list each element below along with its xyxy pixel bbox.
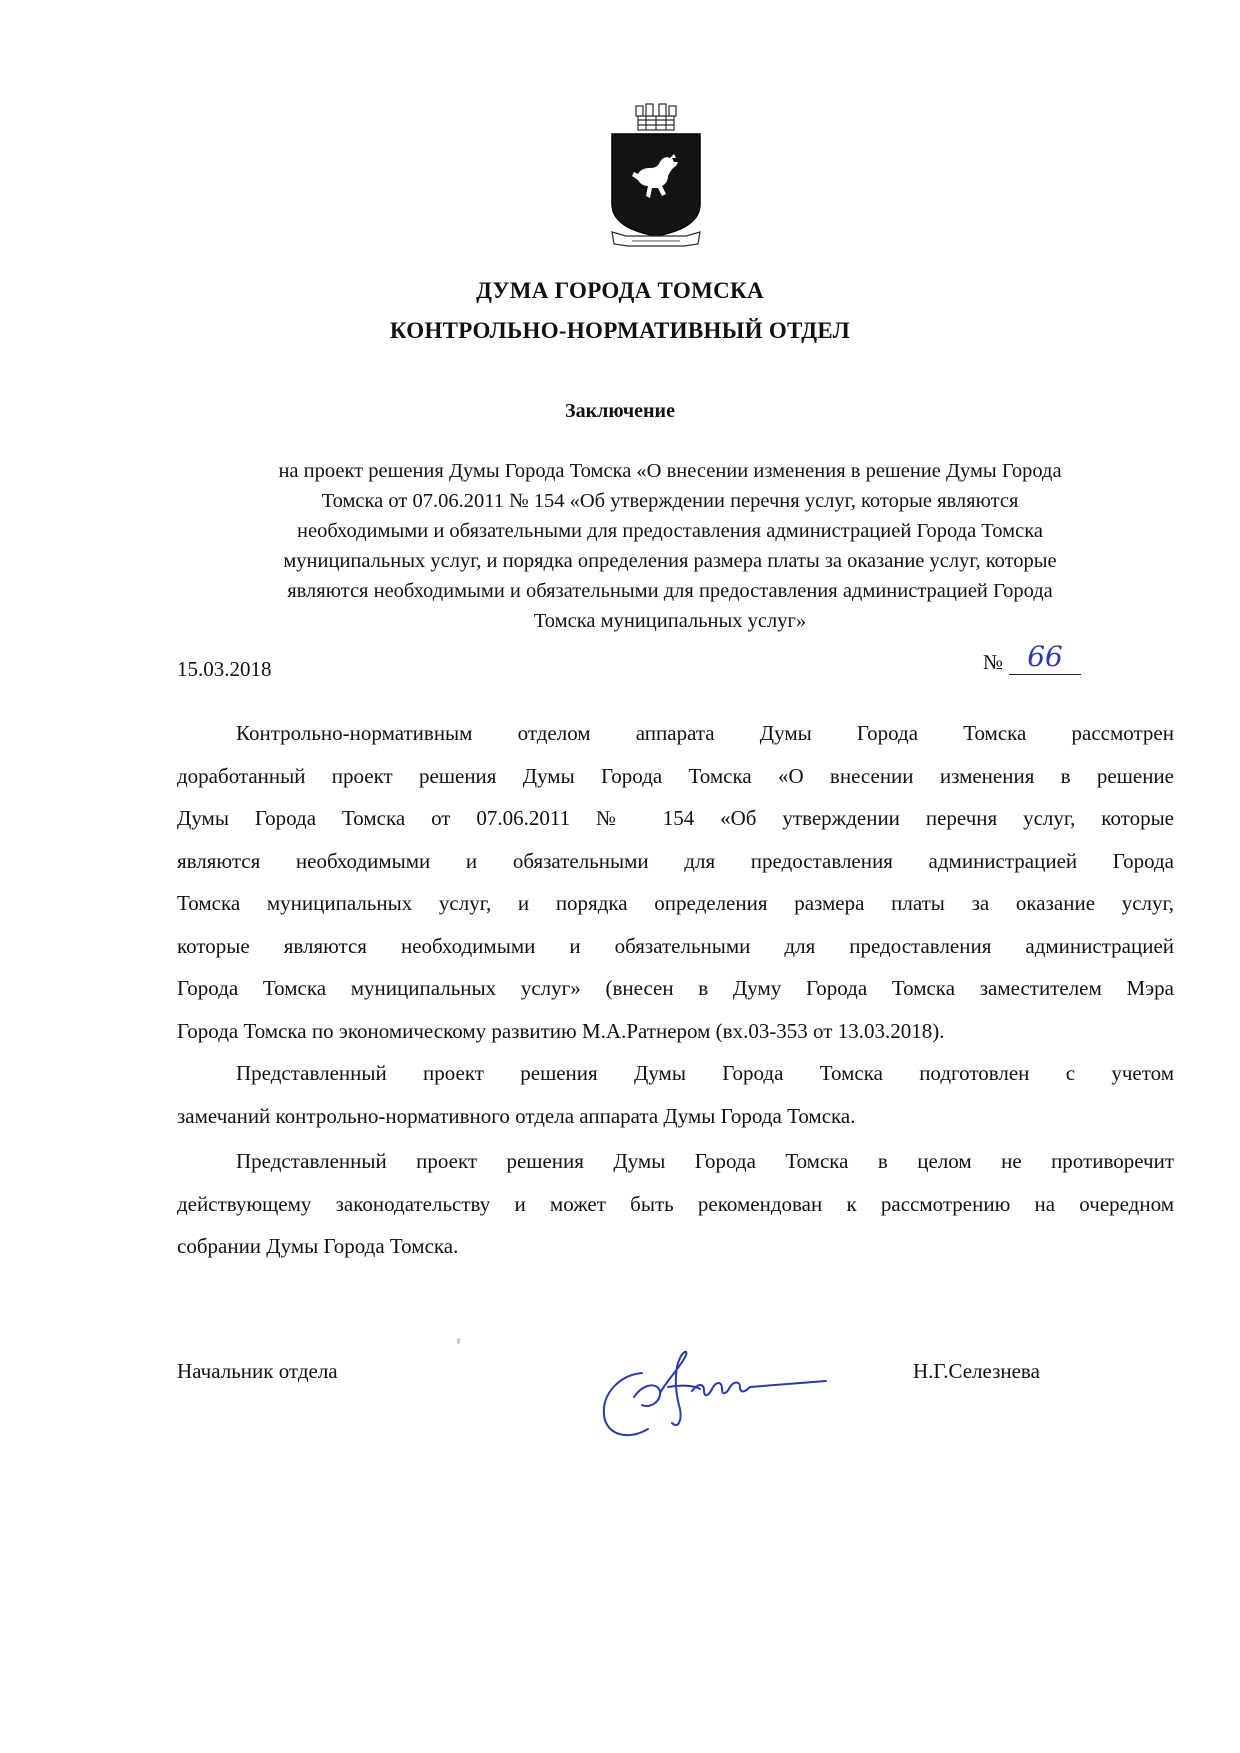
subject-line: являются необходимыми и обязательными для предоставления администрацией Города	[287, 580, 1053, 602]
crown-icon	[636, 104, 676, 130]
paragraph-line: замечаний контрольно-нормативного отдела аппарата Думы Города Томска.	[177, 1103, 856, 1128]
paragraph-line: Города Томска по экономическому развитию М.А.Ратнером (вх.03-353 от 13.03.2018).	[177, 1018, 945, 1043]
document-title: Заключение	[565, 400, 675, 422]
number-label: №	[983, 650, 1004, 674]
signatory-position: Начальник отдела	[177, 1359, 338, 1383]
paragraph-line: Города Томска муниципальных услуг» (внесен в Думу Города Томска заместителем Мэра	[177, 976, 1174, 1000]
number-value: 66	[1009, 640, 1081, 675]
paragraph-line: являются необходимыми и обязательными для предоставления администрацией Города	[177, 848, 1174, 873]
tomsk-coat-of-arms-icon	[606, 100, 706, 252]
document-date: 15.03.2018	[177, 657, 272, 681]
paragraph-line: собрании Думы Города Томска.	[177, 1234, 459, 1258]
department-title: КОНТРОЛЬНО-НОРМАТИВНЫЙ ОТДЕЛ	[389, 318, 851, 343]
paragraph-line: которые являются необходимыми и обязательными для предоставления администрацией	[177, 933, 1174, 958]
subject-line: Томска от 07.06.2011 № 154 «Об утверждении перечня услуг, которые являются	[321, 490, 1019, 512]
signatory-name: Н.Г.Селезнева	[913, 1359, 1040, 1383]
paragraph-line: действующему законодательству и может быть рекомендован к рассмотрению на очередном	[177, 1191, 1174, 1216]
paragraph-line: Думы Города Томска от 07.06.2011 № 154 «Об утверждении перечня услуг, которые	[177, 806, 1174, 830]
document-subject	[170, 456, 1170, 636]
body-paragraph-3	[177, 1140, 1174, 1268]
body-paragraph-2	[177, 1052, 1174, 1137]
paragraph-line: Контрольно-нормативным отделом аппарата Думы Города Томска рассмотрен	[236, 721, 1174, 745]
subject-line: на проект решения Думы Города Томска «О внесении изменения в решение Думы Города	[278, 460, 1062, 482]
subject-line: необходимыми и обязательными для предоставления администрацией Города Томска	[297, 520, 1043, 542]
scan-speck	[457, 1338, 460, 1344]
handwritten-signature-icon	[590, 1325, 840, 1455]
subject-line: Томска муниципальных услуг»	[533, 610, 807, 632]
paragraph-line: доработанный проект решения Думы Города Томска «О внесении изменения в решение	[177, 763, 1174, 788]
organization-title: ДУМА ГОРОДА ТОМСКА	[476, 278, 764, 303]
paragraph-line: Представленный проект решения Думы Города Томска подготовлен с учетом	[236, 1061, 1174, 1085]
body-paragraph-1	[177, 712, 1174, 1052]
subject-line: муниципальных услуг, и порядка определения размера платы за оказание услуг, которые	[283, 550, 1057, 572]
document-number	[983, 640, 1081, 675]
paragraph-line: Представленный проект решения Думы Города Томска в целом не противоречит	[236, 1149, 1174, 1173]
paragraph-line: Томска муниципальных услуг, и порядка определения размера платы за оказание услуг,	[177, 891, 1174, 915]
